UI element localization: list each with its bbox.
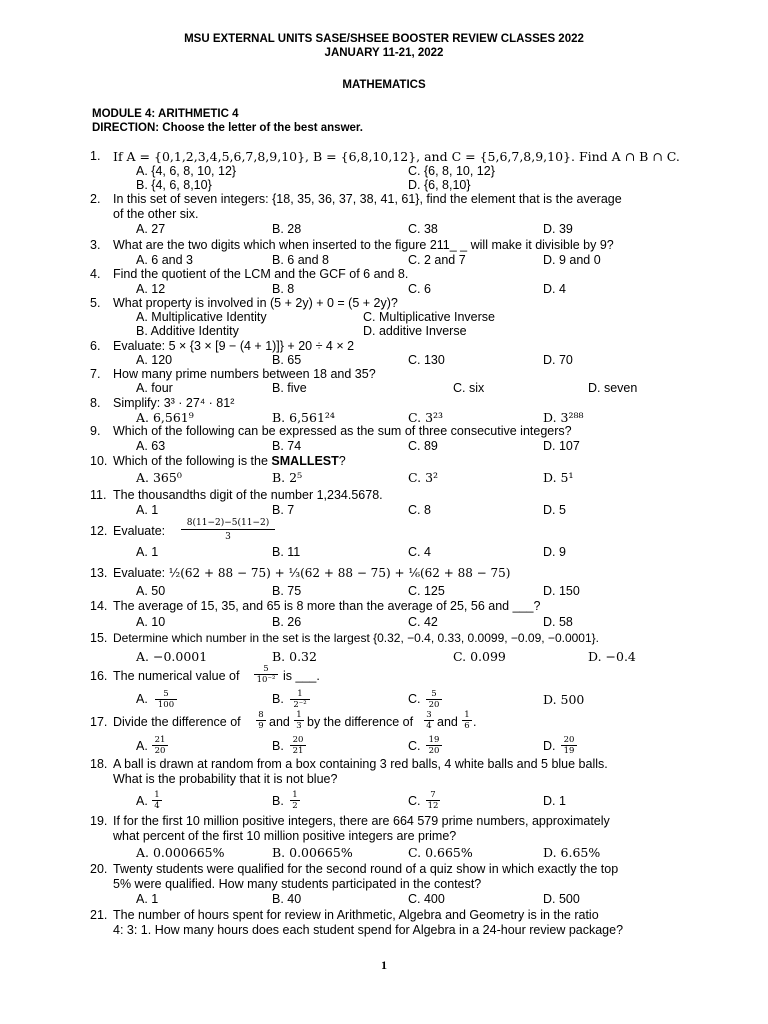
option-d: D. 500 (543, 692, 585, 707)
option-a: A. −0.0001 (136, 649, 208, 664)
question-text: A ball is drawn at random from a box containing 3 red balls, 4 white balls and 5 blue balls. (113, 757, 608, 771)
question-number: 1. (90, 149, 101, 163)
question-text: What property is involved in (5 + 2y) + 0 = (5 + 2y)? (113, 296, 398, 310)
option-d: D. 9 and 0 (543, 253, 601, 267)
option-b: B. 2⁵ (272, 470, 303, 485)
option-d: D. seven (588, 381, 638, 395)
question-number: 21. (90, 908, 108, 922)
option-d: D. 6.65% (543, 845, 601, 860)
question-number: 2. (90, 192, 101, 206)
module-title: MODULE 4: ARITHMETIC 4 (92, 108, 239, 120)
option-b: B. 65 (272, 353, 302, 367)
option-d: D. 107 (543, 439, 580, 453)
option-c: C. 8 (408, 503, 431, 517)
question-number: 4. (90, 267, 101, 281)
fraction-numerator: 8(11−2)−5(11−2) (181, 518, 275, 530)
question-text: Simplify: 3³ · 27⁴ · 81² (113, 396, 235, 410)
page-number: 1 (381, 958, 387, 972)
option-c: C. 130 (408, 353, 445, 367)
option-d: D. −0.4 (588, 649, 636, 664)
option-a: A. 1 (136, 545, 159, 559)
question-number: 11. (90, 488, 107, 502)
question-number: 5. (90, 296, 101, 310)
option-a: A. 6 and 3 (136, 253, 193, 267)
option-a: A. 12 (136, 282, 166, 296)
option-d: D. 4 (543, 282, 566, 296)
option-a: A. (136, 794, 148, 808)
direction-label: DIRECTION: (92, 122, 160, 134)
option-c: C. (408, 739, 421, 753)
option-b-fraction: 20 21 (290, 735, 306, 756)
option-c: C. 89 (408, 439, 438, 453)
option-a: A. 63 (136, 439, 166, 453)
fraction: 1 6 (462, 710, 472, 731)
document-page: MSU EXTERNAL UNITS SASE/SHSEE BOOSTER REVIEW CLASSES 2022 JANUARY 11-21, 2022 MATHEMATICS MODULE 4: ARITHMETIC 4 DIRECTION: Choose the letter of the best answer. 1. If A = {0,1,2,3,4,5,6,7,8,9,10}, B = {6,8,10,12}, and C = {5,6,7,8,9,10}. Find A ∩ B ∩ C. A. {4, 6, 8, 10, 12} C. {6, 8, 10, 12} B. {4, 6, 8,10} D. {6, 8,10} 2. In this set of seven integers: {18, 35, 36, 37, 38, 41, 61}, find the element that is the average of the other six. A. 27 B. 28 C. 38 D. 39 3. What are the two digits which when inserted to the figure 211_ _ will make it divisible by 9? A. 6 and 3 B. 6 and 8 C. 2 and 7 D. 9 and 0 4. Find the quotient of the LCM and the GCF of 6 and 8. A. 12 B. 8 C. 6 D. 4 5. What property is involved in (5 + 2y) + 0 = (5 + 2y)? A. Multiplicative Identity C. Multiplicative Inverse B. Additive Identity D. additive Inverse 6. Evaluate: 5 × {3 × [9 − (4 + 1)]} + 20 ÷ 4 × 2 A. 120 B. 65 C. 130 D. 70 7. How many prime numbers between 18 and 35? A. four B. five C. six D. seven 8. Simplify: 3³ · 27⁴ · 81² A. 6,561⁹ B. 6,561²⁴ C. 3²³ D. 3²⁸⁸ 9. Which of the following can be expressed as the sum of three consecutive integers? A. 63 B. 74 C. 89 D. 107 10. Which of the following is the SMALLEST? A. 365⁰ B. 2⁵ C. 3² D. 5¹ 11. The thousandths digit of the number 1,234.5678. A. 1 B. 7 C. 8 D. 5 12. Evaluate: $\frac{8(11-2)-5(11-2)}{3}$ A. 1 B. 11 C. 4 D. 9 13. Evaluate: ½(62 + 88 − 75) + ⅓(62 + 88 − 75) + ⅙(62 + 88 − 75) A. 50 B. 75 C. 125 D. 150 14. The average of 15, 35, and 65 is 8 more than the average of 25, 56 and ___? A. 10 B. 26 C. 42 D. 58 15. Determine which number in the set is the largest {0.32, −0.4, 0.33, 0.0099, −0.09, −0.0001}. A. −0.0001 B. 0.32 C. 0.099 D. −0.4 16. The numerical value of $\frac{5}{\text{10⁻²}}$ is ___. A. 5 100 B. 1 2⁻² C. 5 20 D. 500 17. Divide the difference of 8 9 and 1 3 by the difference of 3 4 and 1 6 . A. 21 20 B. 20 21 C. 19 20 D. 20 19 18. A ball is drawn at random from a box containing 3 red balls, 4 white balls and 5 blue balls. What is the probability that it is not blue? A. 1 4 B. 1 2 C. 7 12 D. 1 19. If for the first 10 million positive integers, there are 664 579 prime numbers, approximately what percent of the first 10 million positive integers are prime? A. 0.000665% B. 0.00665% C. 0.665% D. 6.65% 20. Twenty students were qualified for the second round of a quiz show in which exactly the top 5% were qualified. How many students participated in the contest? A. 1 B. 40 C. 400 D. 500 21. The number of hours spent for review in Arithmetic, Algebra and Geometry is in the ratio 4: 3: 1. How many hours does each student spend for Algebra in a 24-hour review package? 1 (0, 0, 768, 1024)
option-b: B. 28 (272, 222, 302, 236)
question-text: Evaluate: 5 × {3 × [9 − (4 + 1)]} + 20 ÷ 4 × 2 (113, 339, 355, 353)
option-d: D. 3²⁸⁸ (543, 410, 584, 425)
option-b: B. 26 (272, 615, 302, 629)
option-d: D. 150 (543, 584, 580, 598)
direction-line (92, 122, 363, 134)
option-c-fraction: 5 20 (426, 689, 442, 710)
option-c: C. 42 (408, 615, 438, 629)
question-text-end: is ___. (283, 669, 320, 683)
option-c: C. 6 (408, 282, 431, 296)
option-c: C. 38 (408, 222, 438, 236)
question-number: 8. (90, 396, 101, 410)
option-c-fraction: 19 20 (426, 735, 442, 756)
question-number: 12. (90, 524, 108, 538)
option-a-fraction: 1 4 (152, 790, 162, 811)
question-text: Find the quotient of the LCM and the GCF of 6 and 8. (113, 267, 409, 281)
fraction: 8 9 (256, 710, 266, 731)
option-c: C. six (453, 381, 485, 395)
option-d: D. additive Inverse (363, 324, 467, 338)
option-c: C. {6, 8, 10, 12} (408, 164, 495, 178)
option-a: A. 27 (136, 222, 166, 236)
question-number: 15. (90, 631, 108, 645)
option-c: C. (408, 692, 421, 706)
option-b: B. (272, 794, 284, 808)
question-text: If A = {0,1,2,3,4,5,6,7,8,9,10}, B = {6,8,10,12}, and C = {5,6,7,8,9,10}. Find A ∩ B ∩ C. (113, 149, 680, 164)
question-text: Evaluate: (113, 566, 166, 580)
option-b: B. Additive Identity (136, 324, 239, 338)
option-a: A. 1 (136, 892, 159, 906)
question-text: The number of hours spent for review in Arithmetic, Algebra and Geometry is in the ratio (113, 908, 599, 922)
question-number: 3. (90, 238, 101, 252)
fraction: 3 4 (424, 710, 434, 731)
question-text: If for the first 10 million positive integers, there are 664 579 prime numbers, approximately (113, 814, 610, 828)
question-number: 13. (90, 566, 108, 580)
question-emphasis: SMALLEST (271, 454, 339, 468)
question-number: 14. (90, 599, 108, 613)
question-text-cont: what percent of the first 10 million positive integers are prime? (113, 829, 457, 843)
subject-title: MATHEMATICS (342, 79, 426, 91)
option-b: B. (272, 739, 284, 753)
question-number: 16. (90, 669, 108, 683)
option-a-fraction: 21 20 (152, 735, 168, 756)
question-text: What are the two digits which when inserted to the figure 211_ _ will make it divisible by 9? (113, 238, 614, 252)
question-text: Divide the difference of (113, 715, 241, 729)
fraction (254, 664, 278, 685)
question-number: 19. (90, 814, 108, 828)
option-a: A. 10 (136, 615, 166, 629)
option-b: B. 0.00665% (272, 845, 353, 860)
option-b: B. (272, 692, 284, 706)
option-d-fraction: 20 19 (561, 735, 577, 756)
option-d: D. 1 (543, 794, 566, 808)
fraction-numerator: 5 (254, 664, 278, 675)
question-number: 18. (90, 757, 108, 771)
option-b: B. {4, 6, 8,10} (136, 178, 212, 192)
question-text: Determine which number in the set is the largest {0.32, −0.4, 0.33, 0.0099, −0.09, −0.0001}. (113, 631, 599, 645)
option-d: D. {6, 8,10} (408, 178, 471, 192)
option-a: A. 120 (136, 353, 173, 367)
question-text: Which of the following is the (113, 454, 272, 468)
direction-text: Choose the letter of the best answer. (159, 122, 363, 134)
option-a: A. (136, 739, 148, 753)
option-a: A. Multiplicative Identity (136, 310, 267, 324)
option-c: C. 400 (408, 892, 445, 906)
option-b: B. 6,561²⁴ (272, 410, 335, 425)
question-text: Which of the following can be expressed as the sum of three consecutive integers? (113, 424, 572, 438)
option-c: C. 0.099 (453, 649, 506, 664)
option-b: B. 11 (272, 545, 301, 559)
option-b: B. five (272, 381, 307, 395)
option-d: D. 70 (543, 353, 573, 367)
option-a: A. 6,561⁹ (136, 410, 194, 425)
option-b: B. 74 (272, 439, 302, 453)
question-text-cont: What is the probability that it is not blue? (113, 772, 338, 786)
option-b: B. 7 (272, 503, 295, 517)
option-c: C. 3²³ (408, 410, 444, 425)
option-a: A. four (136, 381, 173, 395)
option-c: C. (408, 794, 421, 808)
header-title: MSU EXTERNAL UNITS SASE/SHSEE BOOSTER REVIEW CLASSES 2022 (184, 33, 584, 45)
fraction-denominator: 3 (225, 532, 231, 542)
fraction (181, 518, 275, 542)
option-c: C. 0.665% (408, 845, 473, 860)
option-b: B. 8 (272, 282, 295, 296)
expression: ½(62 + 88 − 75) + ⅓(62 + 88 − 75) + ⅙(62 + 88 − 75) (168, 566, 511, 580)
option-b-fraction: 1 2⁻² (290, 689, 310, 710)
option-a: A. 365⁰ (136, 470, 182, 485)
question-text: In this set of seven integers: {18, 35, 36, 37, 38, 41, 61}, find the element that is the average (113, 192, 622, 206)
question-text: Evaluate: (113, 524, 166, 538)
question-text: How many prime numbers between 18 and 35? (113, 367, 376, 381)
question-number: 7. (90, 367, 101, 381)
option-d: D. 39 (543, 222, 573, 236)
question-text-cont: 5% were qualified. How many students participated in the contest? (113, 877, 482, 891)
option-a-fraction: 5 100 (155, 689, 177, 710)
option-a: A. (136, 692, 148, 706)
header-date: JANUARY 11-21, 2022 (324, 47, 444, 59)
question-number: 10. (90, 454, 108, 468)
option-a: A. 0.000665% (136, 845, 225, 860)
option-b: B. 40 (272, 892, 302, 906)
question-number: 20. (90, 862, 108, 876)
question-text: The numerical value of (113, 669, 240, 683)
option-c: C. 125 (408, 584, 445, 598)
option-d: D. 5 (543, 503, 566, 517)
option-d: D. 58 (543, 615, 573, 629)
option-d: D. 5¹ (543, 470, 574, 485)
question-text-cont: 4: 3: 1. How many hours does each student spend for Algebra in a 24-hour review package? (113, 923, 624, 937)
question-text: Twenty students were qualified for the second round of a quiz show in which exactly the top (113, 862, 619, 876)
option-d: D. 9 (543, 545, 566, 559)
fraction-denominator: 10⁻² (256, 675, 276, 685)
option-d: D. 500 (543, 892, 580, 906)
option-d: D. (543, 739, 556, 753)
option-b: B. 0.32 (272, 649, 317, 664)
option-c: C. 3² (408, 470, 439, 485)
option-b: B. 75 (272, 584, 302, 598)
option-a: A. 50 (136, 584, 166, 598)
option-b: B. 6 and 8 (272, 253, 329, 267)
option-a: A. {4, 6, 8, 10, 12} (136, 164, 237, 178)
question-text: The average of 15, 35, and 65 is 8 more than the average of 25, 56 and ___? (113, 599, 541, 613)
option-c-fraction: 7 12 (427, 790, 439, 811)
option-a: A. 1 (136, 503, 159, 517)
question-text: The thousandths digit of the number 1,234.5678. (113, 488, 383, 502)
option-b-fraction: 1 2 (290, 790, 300, 811)
option-c: C. 2 and 7 (408, 253, 466, 267)
option-c: C. 4 (408, 545, 431, 559)
question-number: 6. (90, 339, 101, 353)
question-number: 9. (90, 424, 101, 438)
question-text-cont: of the other six. (113, 207, 199, 221)
option-c: C. Multiplicative Inverse (363, 310, 495, 324)
question-number: 17. (90, 715, 108, 729)
fraction: 1 3 (294, 710, 304, 731)
